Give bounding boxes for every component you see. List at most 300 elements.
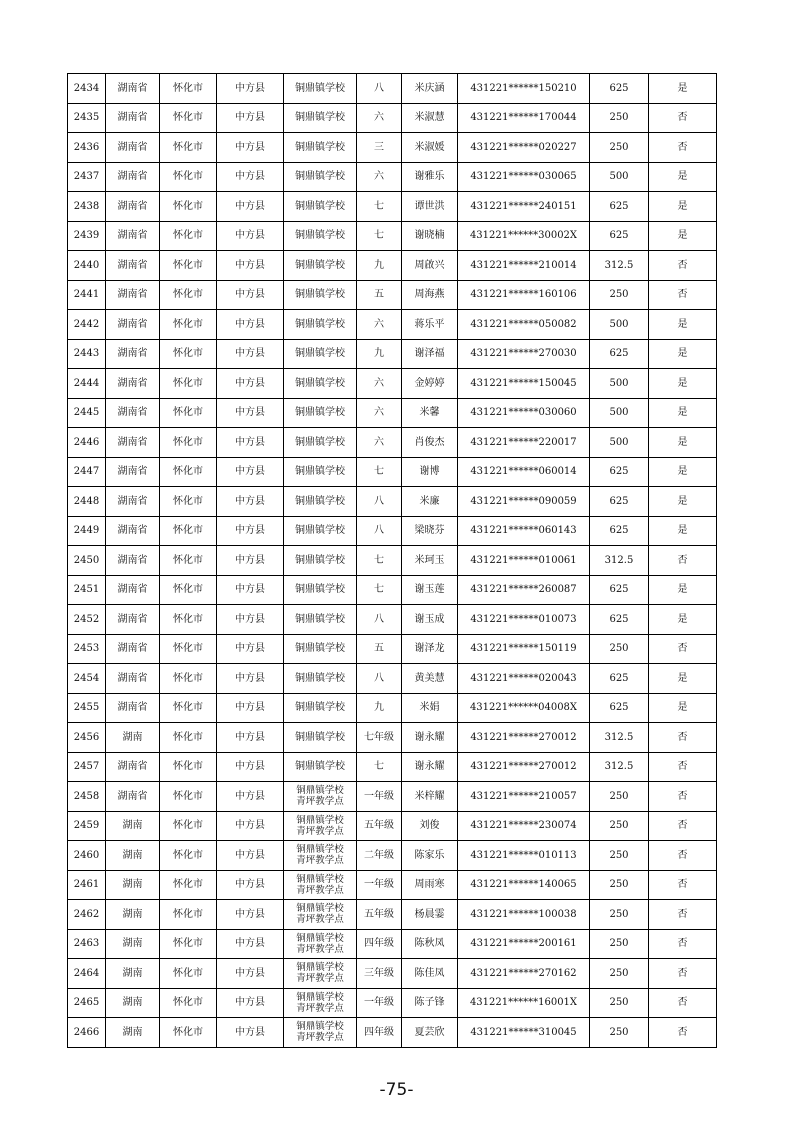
grade-cell: 七 [357, 457, 402, 487]
flag-cell: 否 [649, 723, 717, 753]
id-number-cell: 431221******16001X [458, 988, 590, 1018]
city-cell: 怀化市 [160, 516, 217, 546]
student-name-cell: 谢泽龙 [402, 634, 458, 664]
row-index-cell: 2442 [68, 310, 106, 340]
flag-cell: 否 [649, 811, 717, 841]
student-name-cell: 夏芸欣 [402, 1018, 458, 1048]
id-number-cell: 431221******270012 [458, 752, 590, 782]
province-cell: 湖南省 [106, 546, 160, 576]
id-number-cell: 431221******150045 [458, 369, 590, 399]
county-cell: 中方县 [217, 487, 284, 517]
student-name-cell: 周啟兴 [402, 251, 458, 281]
id-number-cell: 431221******260087 [458, 575, 590, 605]
flag-cell: 是 [649, 605, 717, 635]
city-cell: 怀化市 [160, 752, 217, 782]
city-cell: 怀化市 [160, 74, 217, 104]
school-cell: 铜鼎镇学校 青坪教学点 [284, 870, 357, 900]
student-name-cell: 谢永耀 [402, 752, 458, 782]
grade-cell: 七年级 [357, 723, 402, 753]
id-number-cell: 431221******210057 [458, 782, 590, 812]
id-number-cell: 431221******020043 [458, 664, 590, 694]
row-index-cell: 2441 [68, 280, 106, 310]
province-cell: 湖南省 [106, 782, 160, 812]
grade-cell: 八 [357, 664, 402, 694]
table-row [68, 752, 717, 782]
grade-cell: 六 [357, 369, 402, 399]
county-cell: 中方县 [217, 634, 284, 664]
flag-cell: 是 [649, 310, 717, 340]
grade-cell: 五年级 [357, 811, 402, 841]
amount-cell: 625 [590, 339, 649, 369]
table-row [68, 457, 717, 487]
county-cell: 中方县 [217, 162, 284, 192]
student-name-cell: 陈家乐 [402, 841, 458, 871]
county-cell: 中方县 [217, 369, 284, 399]
table-row [68, 634, 717, 664]
province-cell: 湖南省 [106, 487, 160, 517]
student-name-cell: 杨晨霎 [402, 900, 458, 930]
city-cell: 怀化市 [160, 693, 217, 723]
city-cell: 怀化市 [160, 487, 217, 517]
province-cell: 湖南 [106, 988, 160, 1018]
school-cell: 铜鼎镇学校 [284, 221, 357, 251]
flag-cell: 是 [649, 487, 717, 517]
city-cell: 怀化市 [160, 251, 217, 281]
grade-cell: 六 [357, 398, 402, 428]
school-cell: 铜鼎镇学校 [284, 398, 357, 428]
grade-cell: 二年级 [357, 841, 402, 871]
table-row [68, 339, 717, 369]
student-name-cell: 金婷婷 [402, 369, 458, 399]
student-name-cell: 米娟 [402, 693, 458, 723]
table-row [68, 870, 717, 900]
student-name-cell: 谢博 [402, 457, 458, 487]
school-cell: 铜鼎镇学校 [284, 162, 357, 192]
row-index-cell: 2465 [68, 988, 106, 1018]
table-row [68, 841, 717, 871]
row-index-cell: 2439 [68, 221, 106, 251]
province-cell: 湖南省 [106, 634, 160, 664]
city-cell: 怀化市 [160, 723, 217, 753]
grade-cell: 四年级 [357, 929, 402, 959]
grade-cell: 七 [357, 546, 402, 576]
id-number-cell: 431221******140065 [458, 870, 590, 900]
grade-cell: 六 [357, 428, 402, 458]
city-cell: 怀化市 [160, 398, 217, 428]
id-number-cell: 431221******04008X [458, 693, 590, 723]
row-index-cell: 2455 [68, 693, 106, 723]
city-cell: 怀化市 [160, 310, 217, 340]
province-cell: 湖南省 [106, 369, 160, 399]
city-cell: 怀化市 [160, 900, 217, 930]
province-cell: 湖南省 [106, 192, 160, 222]
grade-cell: 八 [357, 74, 402, 104]
row-index-cell: 2453 [68, 634, 106, 664]
school-cell: 铜鼎镇学校 [284, 575, 357, 605]
table-row [68, 605, 717, 635]
province-cell: 湖南省 [106, 428, 160, 458]
student-name-cell: 肖俊杰 [402, 428, 458, 458]
table-row [68, 428, 717, 458]
grade-cell: 八 [357, 487, 402, 517]
page-number: -75- [379, 1080, 414, 1100]
county-cell: 中方县 [217, 782, 284, 812]
amount-cell: 500 [590, 310, 649, 340]
amount-cell: 250 [590, 103, 649, 133]
city-cell: 怀化市 [160, 1018, 217, 1048]
amount-cell: 312.5 [590, 251, 649, 281]
county-cell: 中方县 [217, 133, 284, 163]
student-name-cell: 陈秋凤 [402, 929, 458, 959]
county-cell: 中方县 [217, 74, 284, 104]
school-cell: 铜鼎镇学校 [284, 546, 357, 576]
id-number-cell: 431221******050082 [458, 310, 590, 340]
id-number-cell: 431221******210014 [458, 251, 590, 281]
school-cell: 铜鼎镇学校 [284, 280, 357, 310]
flag-cell: 是 [649, 693, 717, 723]
grade-cell: 六 [357, 103, 402, 133]
flag-cell: 否 [649, 870, 717, 900]
student-name-cell: 陈佳凤 [402, 959, 458, 989]
province-cell: 湖南省 [106, 693, 160, 723]
id-number-cell: 431221******150119 [458, 634, 590, 664]
flag-cell: 是 [649, 221, 717, 251]
flag-cell: 否 [649, 133, 717, 163]
table-row [68, 280, 717, 310]
grade-cell: 六 [357, 162, 402, 192]
amount-cell: 312.5 [590, 723, 649, 753]
table-row [68, 988, 717, 1018]
id-number-cell: 431221******060014 [458, 457, 590, 487]
flag-cell: 是 [649, 74, 717, 104]
province-cell: 湖南省 [106, 310, 160, 340]
county-cell: 中方县 [217, 192, 284, 222]
amount-cell: 625 [590, 575, 649, 605]
student-name-cell: 陈子锋 [402, 988, 458, 1018]
school-cell: 铜鼎镇学校 [284, 192, 357, 222]
city-cell: 怀化市 [160, 634, 217, 664]
grade-cell: 三 [357, 133, 402, 163]
province-cell: 湖南省 [106, 575, 160, 605]
id-number-cell: 431221******170044 [458, 103, 590, 133]
county-cell: 中方县 [217, 900, 284, 930]
row-index-cell: 2461 [68, 870, 106, 900]
province-cell: 湖南省 [106, 752, 160, 782]
table-row [68, 133, 717, 163]
province-cell: 湖南 [106, 929, 160, 959]
school-cell: 铜鼎镇学校 [284, 752, 357, 782]
amount-cell: 500 [590, 369, 649, 399]
table-row [68, 900, 717, 930]
student-name-cell: 米廉 [402, 487, 458, 517]
province-cell: 湖南 [106, 870, 160, 900]
row-index-cell: 2447 [68, 457, 106, 487]
student-name-cell: 米庆涵 [402, 74, 458, 104]
flag-cell: 否 [649, 634, 717, 664]
flag-cell: 是 [649, 192, 717, 222]
id-number-cell: 431221******020227 [458, 133, 590, 163]
table-row [68, 1018, 717, 1048]
province-cell: 湖南省 [106, 133, 160, 163]
school-cell: 铜鼎镇学校 [284, 251, 357, 281]
table-row [68, 310, 717, 340]
table-row [68, 369, 717, 399]
school-cell: 铜鼎镇学校 青坪教学点 [284, 782, 357, 812]
city-cell: 怀化市 [160, 546, 217, 576]
school-cell: 铜鼎镇学校 青坪教学点 [284, 900, 357, 930]
county-cell: 中方县 [217, 280, 284, 310]
county-cell: 中方县 [217, 339, 284, 369]
city-cell: 怀化市 [160, 221, 217, 251]
row-index-cell: 2452 [68, 605, 106, 635]
data-table [67, 73, 717, 1048]
table-row [68, 516, 717, 546]
table-row [68, 398, 717, 428]
county-cell: 中方县 [217, 811, 284, 841]
county-cell: 中方县 [217, 575, 284, 605]
table-row [68, 546, 717, 576]
table-row [68, 103, 717, 133]
table-row [68, 487, 717, 517]
student-name-cell: 谢玉莲 [402, 575, 458, 605]
school-cell: 铜鼎镇学校 [284, 723, 357, 753]
student-name-cell: 米馨 [402, 398, 458, 428]
flag-cell: 否 [649, 103, 717, 133]
grade-cell: 五 [357, 280, 402, 310]
school-cell: 铜鼎镇学校 [284, 487, 357, 517]
city-cell: 怀化市 [160, 811, 217, 841]
table-row [68, 221, 717, 251]
row-index-cell: 2458 [68, 782, 106, 812]
school-cell: 铜鼎镇学校 青坪教学点 [284, 1018, 357, 1048]
province-cell: 湖南省 [106, 605, 160, 635]
city-cell: 怀化市 [160, 870, 217, 900]
amount-cell: 250 [590, 782, 649, 812]
row-index-cell: 2448 [68, 487, 106, 517]
row-index-cell: 2438 [68, 192, 106, 222]
school-cell: 铜鼎镇学校 [284, 516, 357, 546]
table-row [68, 251, 717, 281]
amount-cell: 250 [590, 634, 649, 664]
city-cell: 怀化市 [160, 457, 217, 487]
grade-cell: 七 [357, 192, 402, 222]
table-row [68, 664, 717, 694]
county-cell: 中方县 [217, 752, 284, 782]
school-cell: 铜鼎镇学校 [284, 339, 357, 369]
county-cell: 中方县 [217, 546, 284, 576]
id-number-cell: 431221******310045 [458, 1018, 590, 1048]
row-index-cell: 2449 [68, 516, 106, 546]
amount-cell: 250 [590, 929, 649, 959]
city-cell: 怀化市 [160, 280, 217, 310]
province-cell: 湖南省 [106, 398, 160, 428]
row-index-cell: 2450 [68, 546, 106, 576]
table-row [68, 959, 717, 989]
grade-cell: 七 [357, 752, 402, 782]
student-name-cell: 谢永耀 [402, 723, 458, 753]
grade-cell: 一年级 [357, 782, 402, 812]
county-cell: 中方县 [217, 251, 284, 281]
student-name-cell: 周海燕 [402, 280, 458, 310]
grade-cell: 九 [357, 693, 402, 723]
county-cell: 中方县 [217, 605, 284, 635]
flag-cell: 否 [649, 841, 717, 871]
student-name-cell: 谭世洪 [402, 192, 458, 222]
amount-cell: 250 [590, 988, 649, 1018]
grade-cell: 八 [357, 516, 402, 546]
school-cell: 铜鼎镇学校 [284, 133, 357, 163]
amount-cell: 625 [590, 693, 649, 723]
province-cell: 湖南 [106, 1018, 160, 1048]
city-cell: 怀化市 [160, 133, 217, 163]
city-cell: 怀化市 [160, 428, 217, 458]
province-cell: 湖南 [106, 723, 160, 753]
flag-cell: 否 [649, 900, 717, 930]
row-index-cell: 2434 [68, 74, 106, 104]
amount-cell: 250 [590, 870, 649, 900]
grade-cell: 六 [357, 310, 402, 340]
school-cell: 铜鼎镇学校 [284, 74, 357, 104]
amount-cell: 625 [590, 664, 649, 694]
amount-cell: 250 [590, 900, 649, 930]
student-name-cell: 米淑媛 [402, 133, 458, 163]
grade-cell: 八 [357, 605, 402, 635]
student-name-cell: 蒋乐平 [402, 310, 458, 340]
flag-cell: 是 [649, 457, 717, 487]
student-name-cell: 谢泽福 [402, 339, 458, 369]
flag-cell: 是 [649, 516, 717, 546]
student-name-cell: 谢玉成 [402, 605, 458, 635]
city-cell: 怀化市 [160, 841, 217, 871]
student-name-cell: 黄美慧 [402, 664, 458, 694]
table-row [68, 192, 717, 222]
amount-cell: 312.5 [590, 752, 649, 782]
amount-cell: 625 [590, 457, 649, 487]
county-cell: 中方县 [217, 1018, 284, 1048]
school-cell: 铜鼎镇学校 [284, 310, 357, 340]
school-cell: 铜鼎镇学校 青坪教学点 [284, 959, 357, 989]
student-name-cell: 梁晓芬 [402, 516, 458, 546]
table-body [68, 74, 717, 1048]
school-cell: 铜鼎镇学校 [284, 428, 357, 458]
amount-cell: 500 [590, 398, 649, 428]
id-number-cell: 431221******010061 [458, 546, 590, 576]
city-cell: 怀化市 [160, 988, 217, 1018]
county-cell: 中方县 [217, 929, 284, 959]
flag-cell: 否 [649, 959, 717, 989]
row-index-cell: 2457 [68, 752, 106, 782]
student-name-cell: 谢雅乐 [402, 162, 458, 192]
province-cell: 湖南 [106, 841, 160, 871]
school-cell: 铜鼎镇学校 [284, 664, 357, 694]
row-index-cell: 2464 [68, 959, 106, 989]
grade-cell: 一年级 [357, 870, 402, 900]
amount-cell: 625 [590, 487, 649, 517]
table-row [68, 162, 717, 192]
amount-cell: 625 [590, 605, 649, 635]
table-row [68, 723, 717, 753]
flag-cell: 是 [649, 664, 717, 694]
amount-cell: 500 [590, 162, 649, 192]
city-cell: 怀化市 [160, 664, 217, 694]
county-cell: 中方县 [217, 664, 284, 694]
row-index-cell: 2454 [68, 664, 106, 694]
city-cell: 怀化市 [160, 192, 217, 222]
amount-cell: 625 [590, 192, 649, 222]
school-cell: 铜鼎镇学校 [284, 634, 357, 664]
grade-cell: 七 [357, 221, 402, 251]
school-cell: 铜鼎镇学校 青坪教学点 [284, 988, 357, 1018]
row-index-cell: 2445 [68, 398, 106, 428]
amount-cell: 625 [590, 221, 649, 251]
table-row [68, 74, 717, 104]
city-cell: 怀化市 [160, 929, 217, 959]
amount-cell: 250 [590, 811, 649, 841]
row-index-cell: 2462 [68, 900, 106, 930]
amount-cell: 250 [590, 1018, 649, 1048]
school-cell: 铜鼎镇学校 [284, 369, 357, 399]
student-name-cell: 米梓耀 [402, 782, 458, 812]
county-cell: 中方县 [217, 693, 284, 723]
county-cell: 中方县 [217, 723, 284, 753]
student-name-cell: 米淑慧 [402, 103, 458, 133]
row-index-cell: 2456 [68, 723, 106, 753]
student-name-cell: 刘俊 [402, 811, 458, 841]
amount-cell: 625 [590, 516, 649, 546]
id-number-cell: 431221******230074 [458, 811, 590, 841]
grade-cell: 七 [357, 575, 402, 605]
province-cell: 湖南省 [106, 74, 160, 104]
flag-cell: 是 [649, 575, 717, 605]
province-cell: 湖南省 [106, 162, 160, 192]
id-number-cell: 431221******090059 [458, 487, 590, 517]
grade-cell: 一年级 [357, 988, 402, 1018]
city-cell: 怀化市 [160, 575, 217, 605]
flag-cell: 是 [649, 339, 717, 369]
grade-cell: 五 [357, 634, 402, 664]
row-index-cell: 2443 [68, 339, 106, 369]
province-cell: 湖南省 [106, 280, 160, 310]
id-number-cell: 431221******010113 [458, 841, 590, 871]
county-cell: 中方县 [217, 398, 284, 428]
grade-cell: 九 [357, 251, 402, 281]
school-cell: 铜鼎镇学校 [284, 605, 357, 635]
flag-cell: 是 [649, 369, 717, 399]
id-number-cell: 431221******220017 [458, 428, 590, 458]
school-cell: 铜鼎镇学校 青坪教学点 [284, 929, 357, 959]
table-row [68, 929, 717, 959]
flag-cell: 否 [649, 752, 717, 782]
grade-cell: 五年级 [357, 900, 402, 930]
id-number-cell: 431221******160106 [458, 280, 590, 310]
city-cell: 怀化市 [160, 605, 217, 635]
grade-cell: 四年级 [357, 1018, 402, 1048]
county-cell: 中方县 [217, 103, 284, 133]
province-cell: 湖南省 [106, 251, 160, 281]
city-cell: 怀化市 [160, 782, 217, 812]
county-cell: 中方县 [217, 959, 284, 989]
flag-cell: 是 [649, 398, 717, 428]
city-cell: 怀化市 [160, 162, 217, 192]
table-row [68, 811, 717, 841]
amount-cell: 250 [590, 133, 649, 163]
id-number-cell: 431221******270030 [458, 339, 590, 369]
id-number-cell: 431221******240151 [458, 192, 590, 222]
amount-cell: 625 [590, 74, 649, 104]
id-number-cell: 431221******030065 [458, 162, 590, 192]
province-cell: 湖南省 [106, 664, 160, 694]
flag-cell: 否 [649, 782, 717, 812]
